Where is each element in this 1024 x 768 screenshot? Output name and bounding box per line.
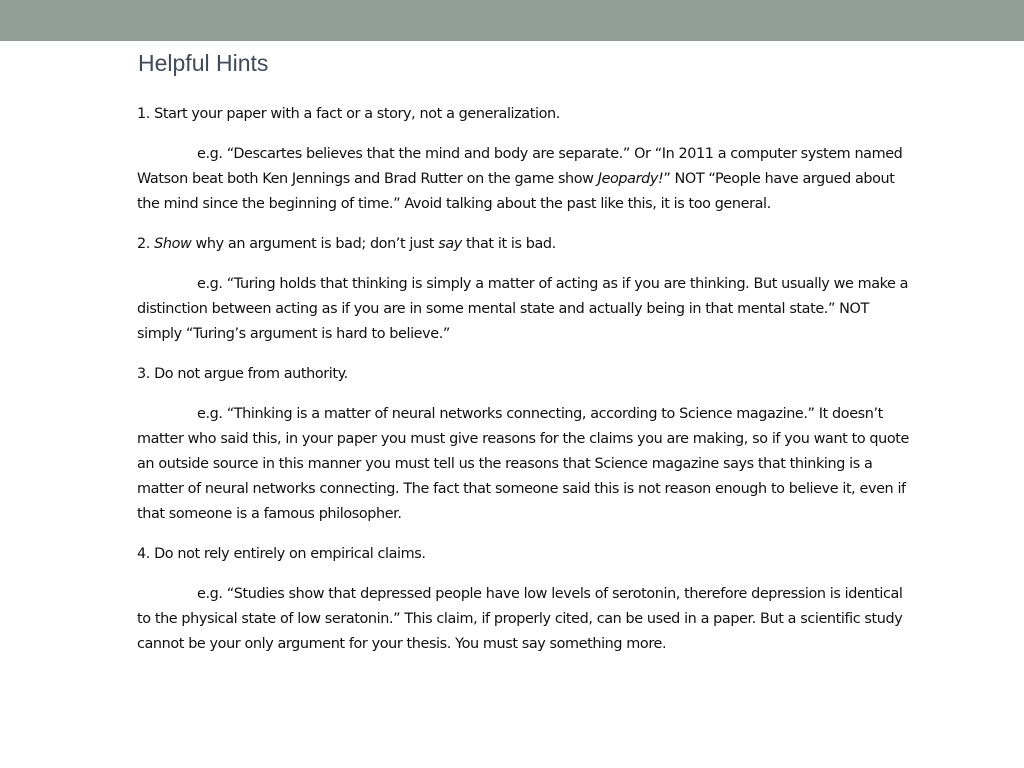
hint-1-example-text-2: ” NOT “People have argued about the mind since the beginning of time.” Avoid talking about the past like this, it is too general. [137,171,895,212]
hint-3-example [137,402,917,527]
hint-1-example [137,142,917,217]
hint-4-heading [137,542,917,567]
hint-1-heading-text: 1. Start your paper with a fact or a story, not a generalization. [137,106,560,122]
hint-2-heading-middle: why an argument is bad; don’t just [191,236,439,252]
slide-title: Helpful Hints [138,50,269,76]
hint-4-example-text: e.g. “Studies show that depressed people have low levels of serotonin, therefore depression is identical to the physical state of low seratonin.” This claim, if properly cited, can be used in a paper. But a scientific study cannot be your only argument for your thesis. You must say something more. [137,586,903,652]
hint-2-example [137,272,917,347]
hint-2-example-text: e.g. “Turing holds that thinking is simply a matter of acting as if you are thinking. But usually we make a distinction between acting as if you are in some mental state and actually being in that mental state.” NOT simply “Turing’s argument is hard to believe.” [137,276,909,342]
hint-2-heading-italic-say: say [438,236,462,252]
hints-body [137,102,917,672]
header-band [0,0,1024,41]
hint-2-heading-prefix: 2. [137,236,155,252]
hint-4-example [137,582,917,657]
hint-4-heading-text: 4. Do not rely entirely on empirical claims. [137,546,426,562]
hint-1-example-italic: Jeopardy! [597,171,664,187]
hint-1-example-text-1: e.g. “Descartes believes that the mind and body are separate.” Or “In 2011 a computer system named Watson beat both Ken Jennings and Brad Rutter on the game show [137,146,903,187]
hint-3-heading [137,362,917,387]
hint-3-example-text: e.g. “Thinking is a matter of neural networks connecting, according to Science magazine.” It doesn’t matter who said this, in your paper you must give reasons for the claims you are making, so if you want to quote an outside source in this manner you must tell us the reasons that Science magazine says that thinking is a matter of neural networks connecting. The fact that someone said this is not reason enough to believe it, even if that someone is a famous philosopher. [137,406,909,522]
hint-2-heading-italic-show: Show [154,236,192,252]
hint-1-heading [137,102,917,127]
hint-2-heading [137,232,917,257]
hint-2-heading-suffix: that it is bad. [461,236,556,252]
hint-3-heading-text: 3. Do not argue from authority. [137,366,348,382]
